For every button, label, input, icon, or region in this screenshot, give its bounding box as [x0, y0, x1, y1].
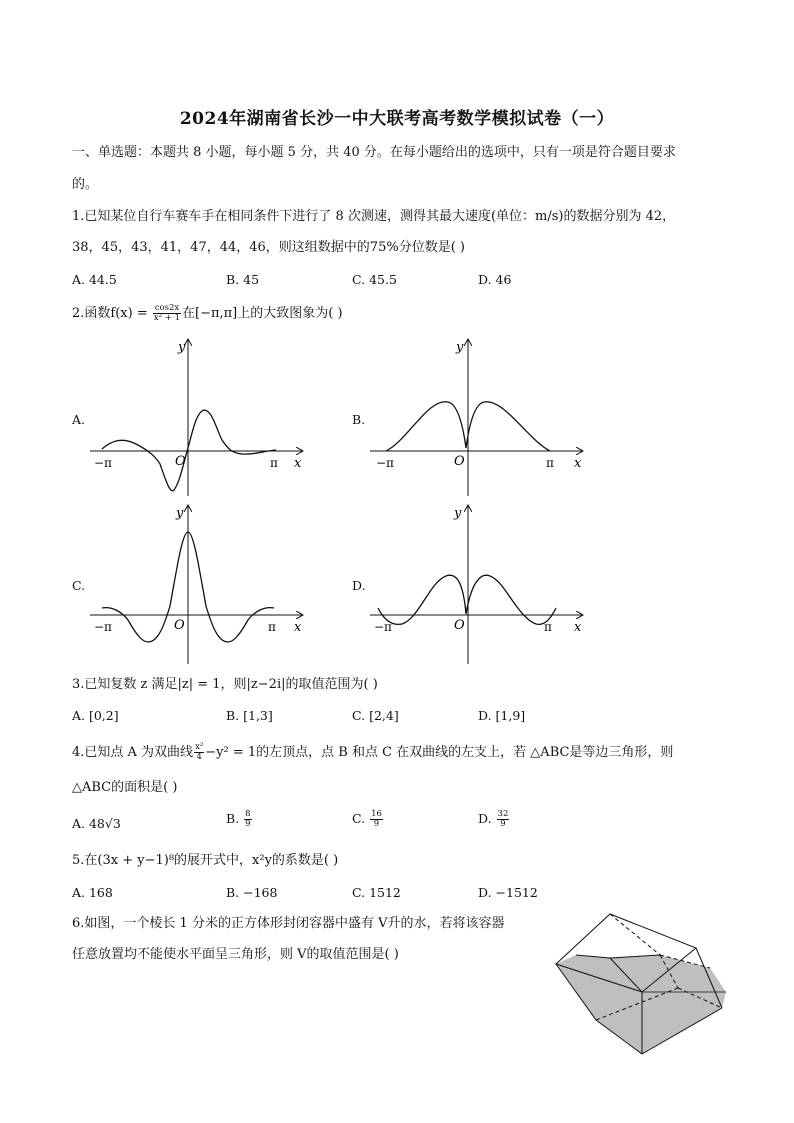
graph-c [88, 502, 312, 666]
q1-text-line1: 1.已知某位自行车赛车手在相同条件下进行了 8 次测速，测得其最大速度(单位：m/s)的数据分别为 42， [72, 209, 676, 224]
graph-d-label: D. [352, 578, 366, 593]
y-label: y [454, 506, 462, 521]
q5-option-c: C. 1512 [352, 885, 401, 900]
q3-text: 3.已知复数 z 满足|z| = 1，则|z−2i|的取值范围为( ) [72, 677, 378, 692]
neg-pi-label: −π [374, 620, 392, 634]
section-heading-line1: 一、单选题：本题共 8 小题，每小题 5 分，共 40 分。在每小题给出的选项中，只有一项是符合题目要求 [72, 145, 676, 160]
cube-figure [548, 908, 768, 1058]
neg-pi-label: −π [376, 456, 394, 470]
q2-text [72, 303, 343, 325]
q4-option-c-letter: C. [352, 811, 366, 826]
q2-fraction [153, 304, 181, 323]
q1-text-line2: 38，45，43，41，47，44，46，则这组数据中的75%分位数是( ) [72, 240, 465, 255]
q3-option-b: B. [1,3] [226, 708, 273, 723]
pi-label: π [546, 456, 554, 470]
page-title: 2024年湖南省长沙一中大联考高考数学模拟试卷（一） [179, 109, 615, 129]
pi-label: π [270, 456, 278, 470]
q4-option-c-num: 16 [371, 809, 382, 819]
q1-option-c: C. 45.5 [352, 272, 397, 287]
graph-a [88, 336, 312, 498]
neg-pi-label: −π [94, 620, 112, 634]
q4-text-line2: △ABC的面积是( ) [72, 780, 178, 795]
neg-pi-label: −π [94, 456, 112, 470]
y-label: y [456, 340, 464, 355]
q4-fraction-denominator: 4 [196, 752, 202, 762]
x-label: x [294, 456, 302, 471]
water-region [556, 955, 726, 1054]
q4-option-c-den: 9 [373, 819, 380, 829]
q4-option-d-num: 32 [497, 809, 509, 819]
graph-b-label: B. [352, 412, 366, 427]
q4-suffix: −y² = 1的左顶点，点 B 和点 C 在双曲线的左支上，若 △ABC是等边三角形，则 [205, 745, 674, 760]
q4-option-d [478, 810, 510, 829]
q5-text: 5.在(3x + y−1)⁸的展开式中，x²y的系数是( ) [72, 853, 339, 868]
y-label: y [176, 506, 184, 521]
y-label: y [178, 340, 186, 355]
q5-option-b: B. −168 [226, 885, 278, 900]
q3-option-a: A. [0,2] [72, 708, 119, 723]
q1-option-b: B. 45 [226, 272, 260, 287]
q4-text-line1 [72, 742, 673, 764]
q4-option-c [352, 810, 384, 829]
q2-prefix: 2.函数f(x) = [72, 306, 152, 321]
graph-a-label: A. [72, 412, 86, 427]
curve-a [102, 410, 276, 491]
q2-fraction-numerator: cos2x [154, 303, 180, 313]
graph-c-label: C. [72, 578, 86, 593]
graph-b [368, 336, 592, 498]
q2-suffix: 在[−π,π]上的大致图象为( ) [182, 306, 343, 321]
q4-fraction [194, 743, 204, 762]
x-label: x [574, 456, 582, 471]
q2-fraction-denominator: x² + 1 [153, 313, 180, 323]
origin-label: O [174, 618, 185, 633]
q4-fraction-numerator: x² [195, 742, 204, 752]
q3-option-d: D. [1,9] [478, 708, 526, 723]
x-label: x [574, 620, 582, 635]
pi-label: π [268, 620, 276, 634]
q6-text-line2: 任意放置均不能使水平面呈三角形，则 V的取值范围是( ) [72, 947, 399, 962]
q4-option-d-letter: D. [478, 811, 492, 826]
x-label: x [294, 620, 302, 635]
section-heading-line2: 的。 [72, 177, 99, 192]
q1-option-d: D. 46 [478, 272, 512, 287]
q4-option-b-den: 9 [245, 819, 251, 829]
q4-option-b [226, 810, 253, 829]
q1-option-a: A. 44.5 [72, 272, 117, 287]
graph-d [368, 502, 592, 666]
q4-option-b-letter: B. [226, 811, 240, 826]
pi-label: π [544, 620, 552, 634]
origin-label: O [454, 454, 465, 469]
q4-option-d-den: 9 [500, 819, 506, 829]
q6-text-line1: 6.如图，一个棱长 1 分米的正方体形封闭容器中盛有 V升的水，若将该容器 [72, 916, 505, 931]
q4-prefix: 4.已知点 A 为双曲线 [72, 745, 194, 760]
q5-option-a: A. 168 [72, 885, 113, 900]
q3-option-c: C. [2,4] [352, 708, 399, 723]
curve-d [378, 575, 556, 624]
q5-option-d: D. −1512 [478, 885, 538, 900]
q4-option-a: A. 48√3 [72, 816, 121, 831]
q4-option-b-num: 8 [245, 809, 251, 819]
origin-label: O [175, 454, 186, 469]
origin-label: O [454, 618, 465, 633]
